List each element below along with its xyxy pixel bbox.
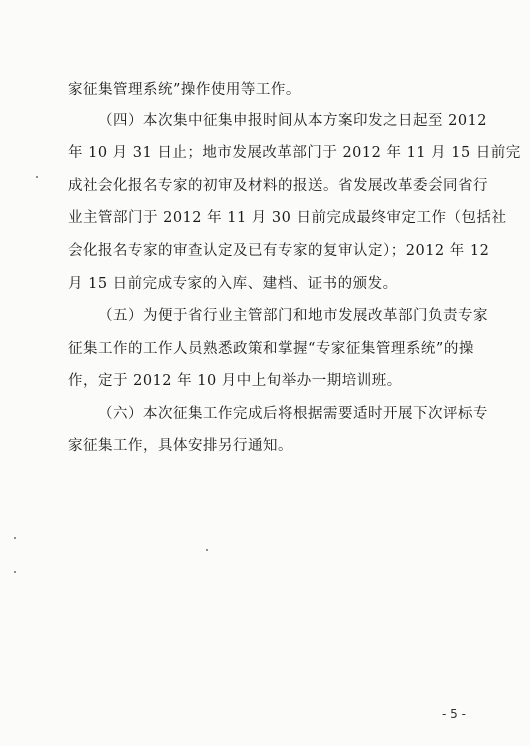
scan-speck xyxy=(14,571,16,573)
text-line: 成社会化报名专家的初审及材料的报送。省发展改革委会同省行 xyxy=(68,178,488,194)
text-line: （四）本次集中征集申报时间从本方案印发之日起至 2012 xyxy=(98,113,488,129)
scan-speck xyxy=(206,549,208,551)
scan-speck xyxy=(14,537,16,539)
text-line: （六）本次征集工作完成后将根据需要适时开展下次评标专 xyxy=(98,406,488,422)
text-line: （五）为便于省行业主管部门和地市发展改革部门负责专家 xyxy=(98,308,488,324)
text-line: 家征集工作，具体安排另行通知。 xyxy=(68,438,293,454)
text-line: 业主管部门于 2012 年 11 月 30 日前完成最终审定工作（包括社 xyxy=(68,210,507,226)
text-line: 年 10 月 31 日止；地市发展改革部门于 2012 年 11 月 15 日前完 xyxy=(68,145,521,161)
text-line: 作，定于 2012 年 10 月中上旬举办一期培训班。 xyxy=(68,373,402,389)
text-line: 月 15 日前完成专家的入库、建档、证书的颁发。 xyxy=(68,276,398,292)
scan-speck xyxy=(36,176,38,178)
scan-speck xyxy=(439,176,441,178)
text-line: 征集工作的工作人员熟悉政策和掌握“专家征集管理系统”的操 xyxy=(68,341,474,357)
page-number: - 5 - xyxy=(442,707,466,721)
text-line: 会化报名专家的审查认定及已有专家的复审认定）；2012 年 12 xyxy=(68,243,490,259)
text-line: 家征集管理系统”操作使用等工作。 xyxy=(68,82,301,98)
